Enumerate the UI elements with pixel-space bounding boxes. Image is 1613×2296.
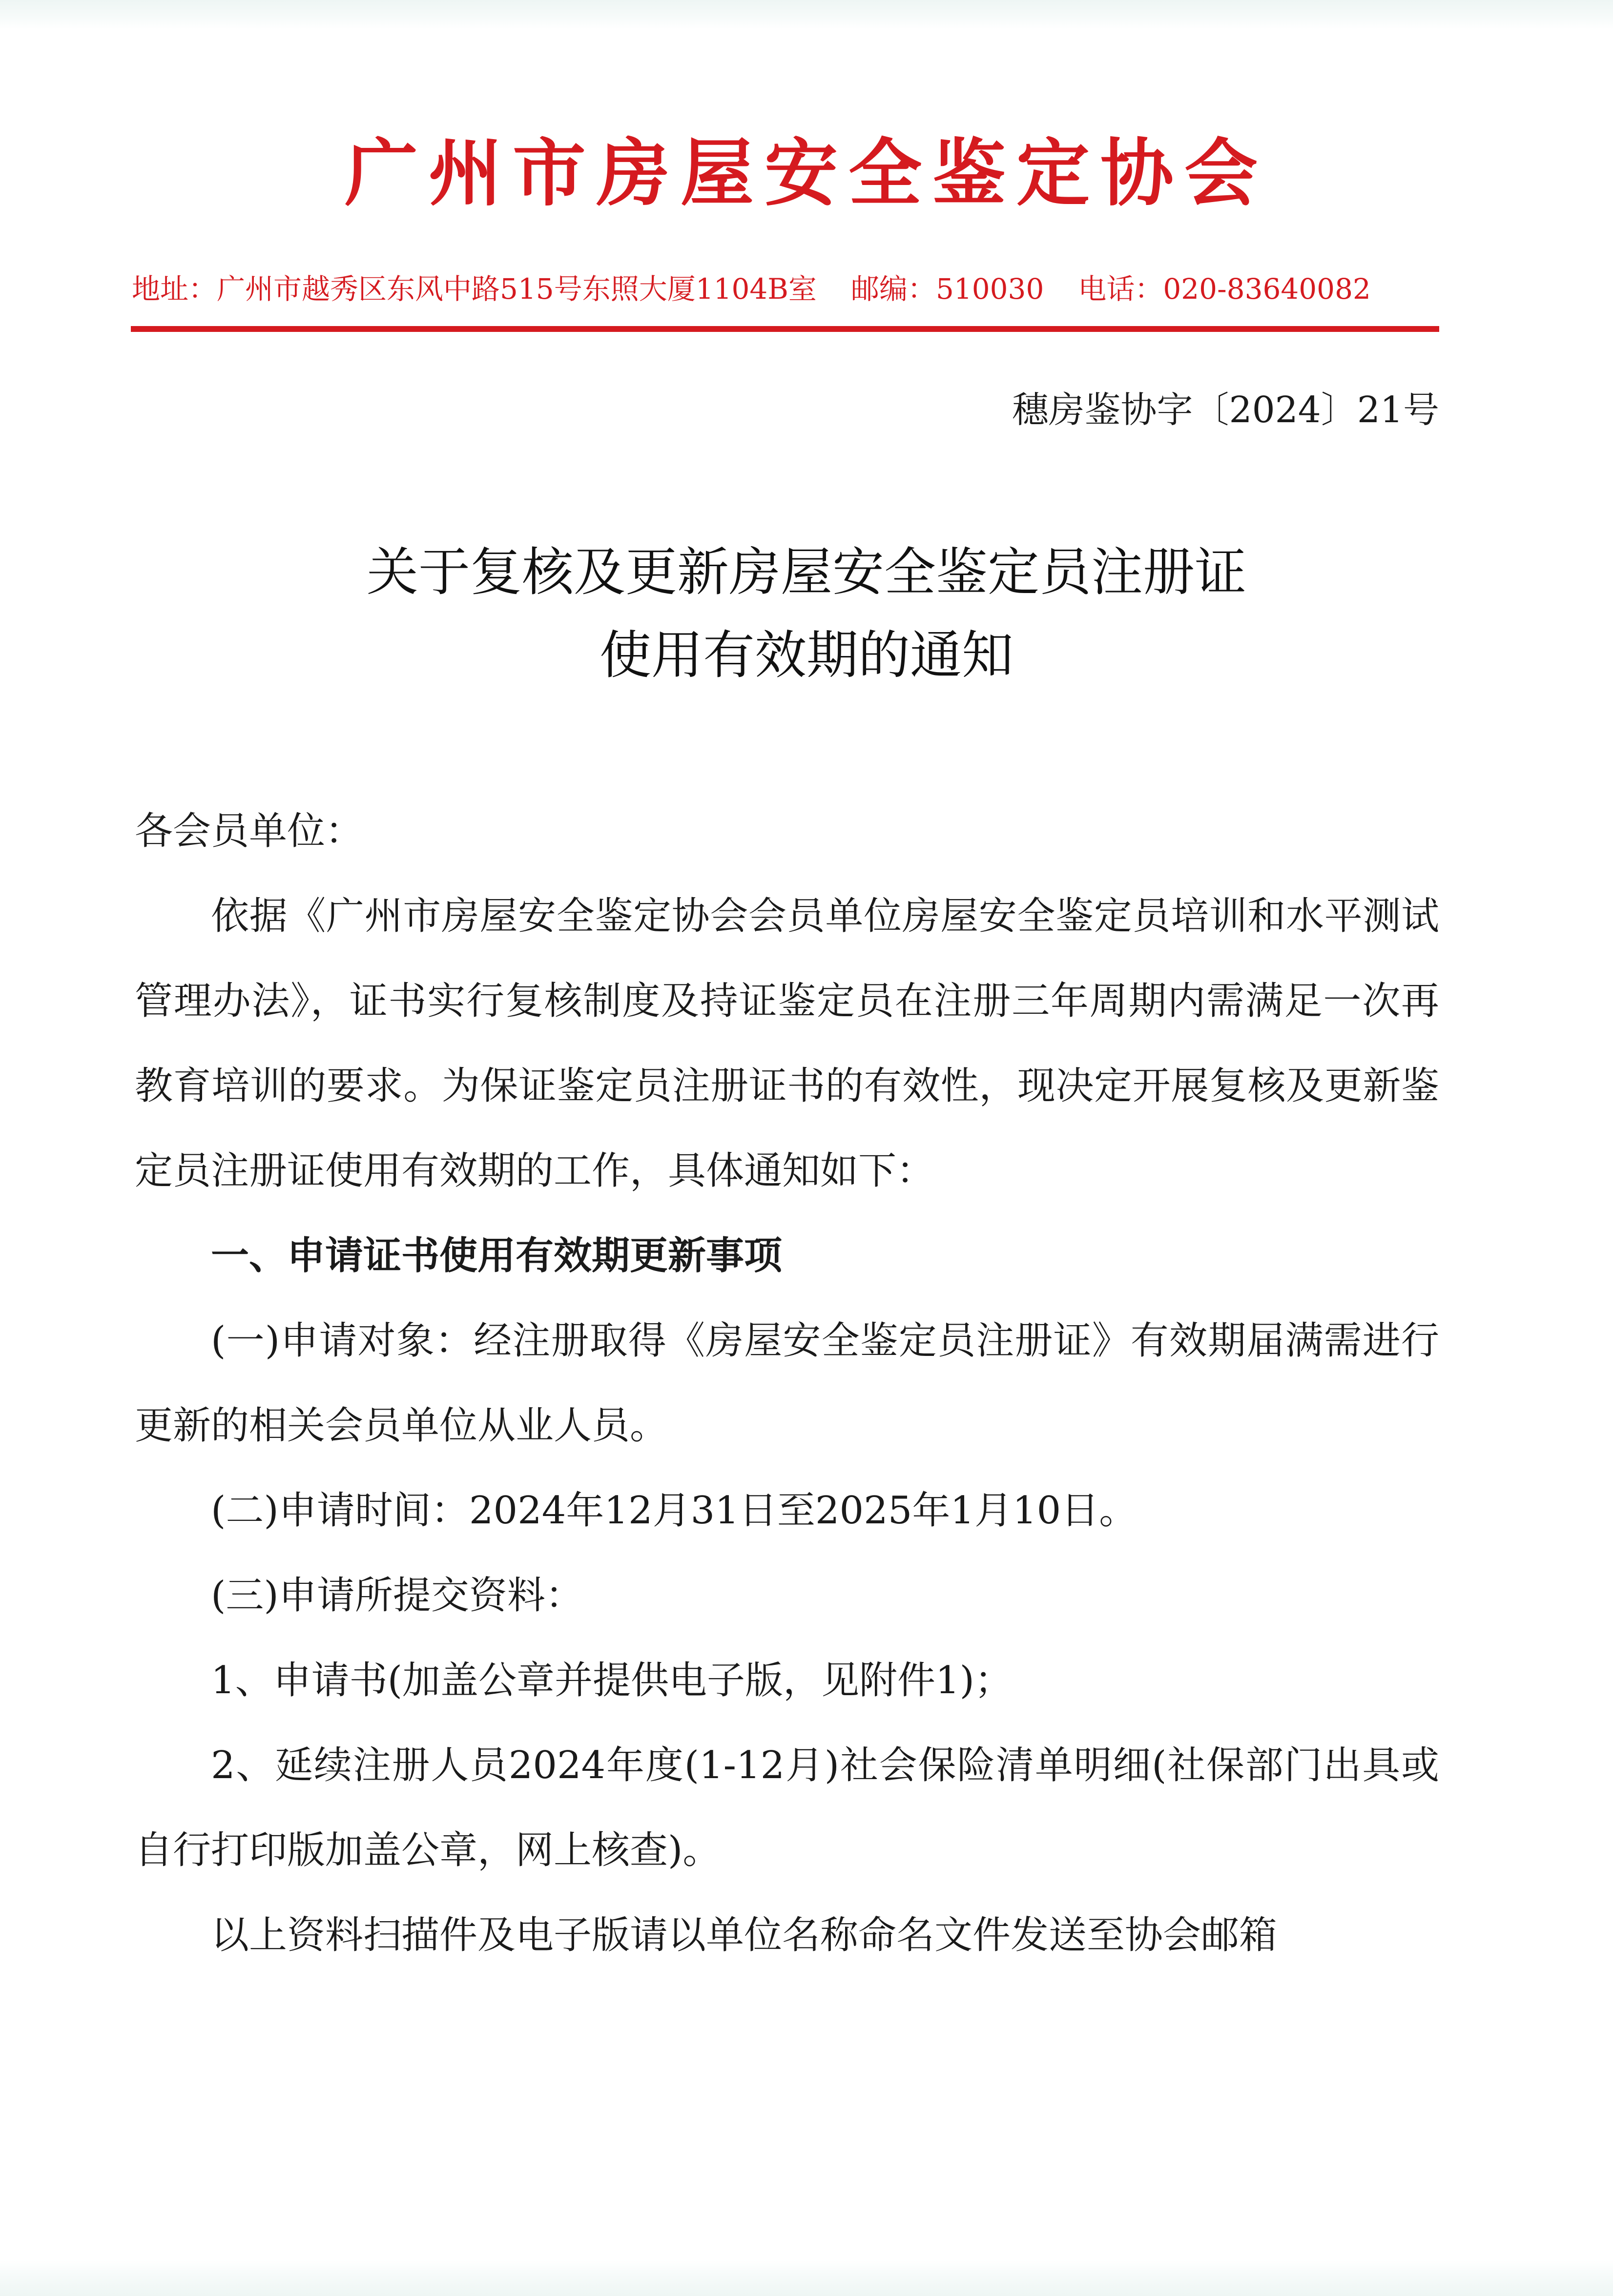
item-application-time: (二)申请时间：2024年12月31日至2025年1月10日。 [211,1489,1137,1533]
item-materials: (三)申请所提交资料： [211,1574,583,1618]
document-body [135,789,1439,1978]
letterhead-address: 地址：广州市越秀区东风中路515号东照大厦1104B室 [132,272,817,306]
scan-edge-bottom [0,2260,1613,2296]
scan-edge-top [0,0,1613,29]
document-title-line-2: 使用有效期的通知 [600,625,1013,685]
material-1: 1、申请书(加盖公章并提供电子版，见附件1)； [211,1659,1013,1702]
material-2: 2、延续注册人员2024年度(1-12月)社会保险清单明细(社保部门出具或自行打印版加盖公章，网上核查)。 [135,1743,1439,1872]
salutation: 各会员单位： [135,809,364,853]
document-title [0,531,1613,697]
item-applicants: (一)申请对象：经注册取得《房屋安全鉴定员注册证》有效期届满需进行更新的相关会员单位从业人员。 [135,1319,1439,1448]
closing-paragraph: 以上资料扫描件及电子版请以单位名称命名文件发送至协会邮箱 [211,1913,1278,1957]
section-heading-1: 一、申请证书使用有效期更新事项 [211,1234,783,1278]
letterhead-postcode: 邮编：510030 [850,272,1044,306]
letterhead-phone: 电话：020-83640082 [1078,272,1371,306]
letterhead-divider [131,326,1439,332]
document-title-line-1: 关于复核及更新房屋安全鉴定员注册证 [367,542,1246,602]
letterhead-contact-line [132,269,1440,308]
intro-paragraph: 依据《广州市房屋安全鉴定协会会员单位房屋安全鉴定员培训和水平测试管理办法》，证书实行复核制度及持证鉴定员在注册三年周期内需满足一次再教育培训的要求。为保证鉴定员注册证书的有效性，现决定开展复核及更新鉴定员注册证使用有效期的工作，具体通知如下： [135,894,1439,1193]
letterhead-title: 广州市房屋安全鉴定协会 [344,130,1268,216]
document-number: 穗房鉴协字〔2024〕21号 [1012,389,1439,431]
